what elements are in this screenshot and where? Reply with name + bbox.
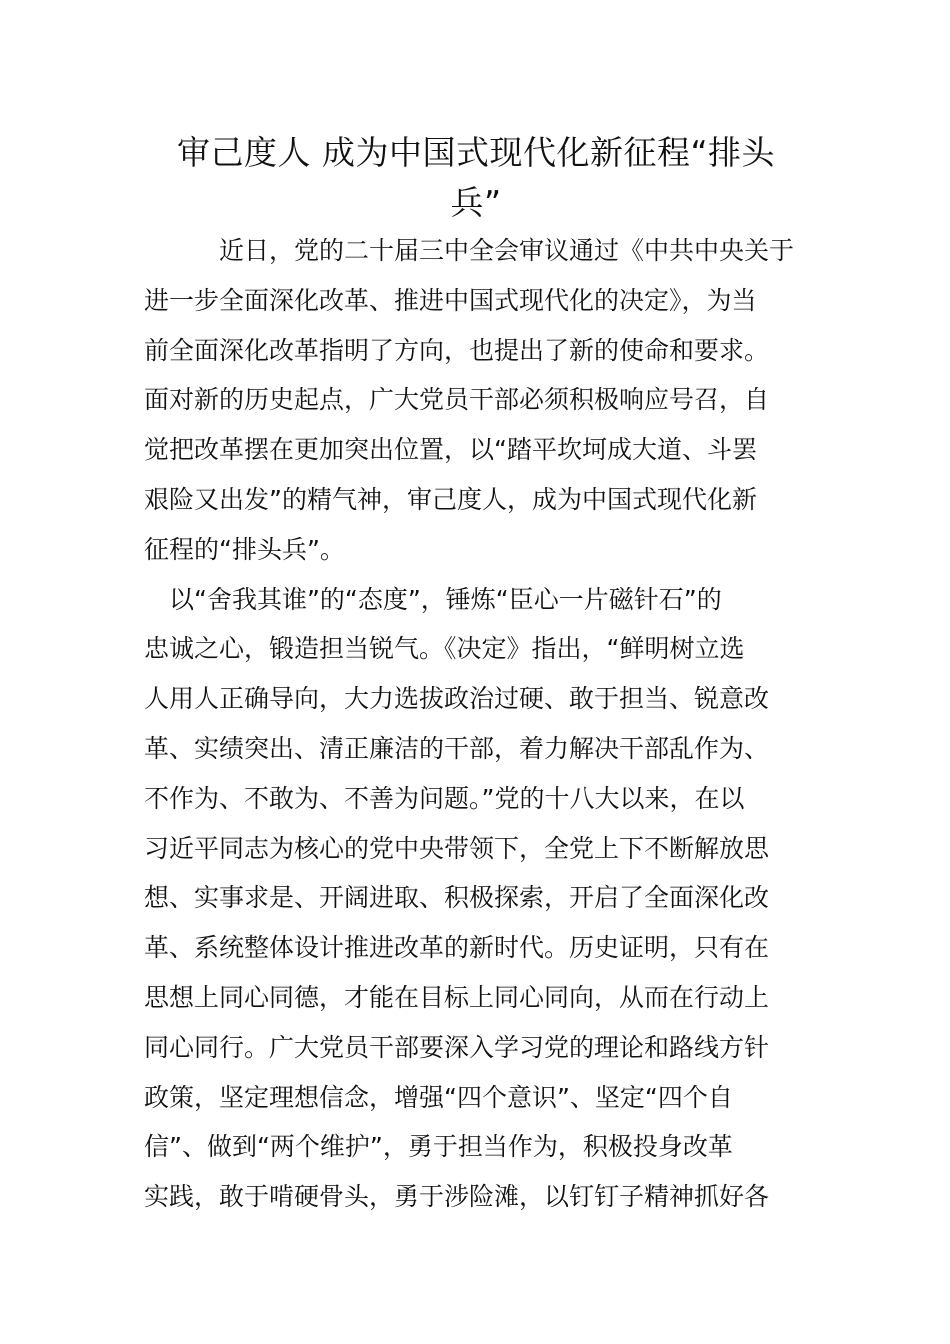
paragraph-line: 进一步全面深化改革、推进中国式现代化的决定》，为当 [144,285,757,315]
document-body [144,226,808,1222]
paragraph-line: 艰险又出发”的精气神，审己度人，成为中国式现代化新 [144,484,757,514]
paragraph-line: 信”、做到“两个维护”，勇于担当作为，积极投身改革 [144,1132,733,1162]
title-line: 审己度人 成为中国式现代化新征程“排头 [176,133,776,172]
paragraph-line: 革、实绩突出、清正廉洁的干部，着力解决干部乱作为、 [144,733,770,763]
paragraph-line: 不作为、不敢为、不善为问题。”党的十八大以来，在以 [144,783,745,813]
paragraph-line: 想、实事求是、开阔进取、积极探索，开启了全面深化改 [144,883,770,913]
paragraph-line: 前全面深化改革指明了方向，也提出了新的使命和要求。 [144,335,770,365]
paragraph-line: 实践，敢于啃硬骨头，勇于涉险滩，以钉钉子精神抓好各 [144,1182,770,1212]
document-title [145,128,807,228]
paragraph-line: 革、系统整体设计推进改革的新时代。历史证明，只有在 [144,933,770,963]
paragraph-line: 思想上同心同德，才能在目标上同心同向，从而在行动上 [144,982,770,1012]
paragraph-line: 面对新的历史起点，广大党员干部必须积极响应号召，自 [144,385,770,415]
paragraph-line: 以“舍我其谁”的“态度”，锤炼“臣心一片磁针石”的 [169,584,722,614]
paragraph-line: 同心同行。广大党员干部要深入学习党的理论和路线方针 [144,1032,770,1062]
paragraph-line: 近日，党的二十届三中全会审议通过《中共中央关于 [219,236,795,265]
paragraph-line: 征程的“排头兵”。 [144,534,345,564]
paragraph-line: 人用人正确导向，大力选拔政治过硬、敢于担当、锐意改 [144,684,770,714]
paragraph-line: 习近平同志为核心的党中央带领下，全党上下不断解放思 [144,833,770,863]
paragraph-line: 政策，坚定理想信念，增强“四个意识”、坚定“四个自 [144,1082,733,1112]
paragraph-line: 觉把改革摆在更加突出位置，以“踏平坎坷成大道、斗罢 [144,435,757,465]
title-line: 兵” [450,183,502,222]
paragraph-line: 忠诚之心，锻造担当锐气。《决定》指出，“鲜明树立选 [144,634,745,664]
